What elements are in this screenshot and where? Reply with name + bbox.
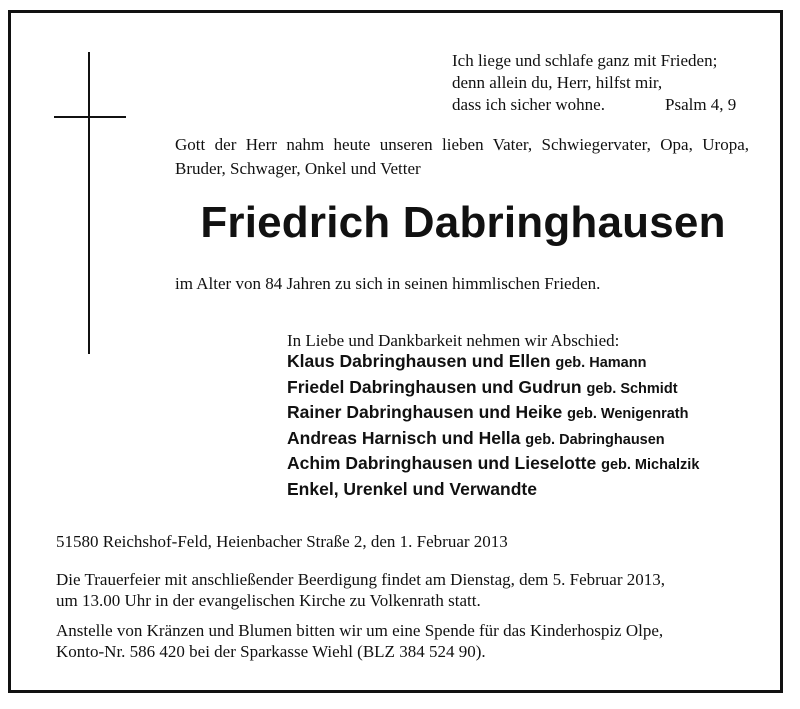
mourners-list: [287, 350, 699, 501]
mourner-entry: [287, 452, 699, 478]
service-line: um 13.00 Uhr in der evangelischen Kirche zu Volkenrath statt.: [56, 591, 481, 610]
donation-line: Konto-Nr. 586 420 bei der Sparkasse Wiehl (BLZ 384 524 90).: [56, 642, 486, 661]
mourner-name: Klaus Dabringhausen und Ellen: [287, 351, 551, 371]
donation-line: Anstelle von Kränzen und Blumen bitten wir um eine Spende für das Kinderhospiz Olpe,: [56, 621, 664, 640]
mourner-entry: [287, 478, 699, 502]
mourner-nee: geb. Hamann: [555, 355, 647, 371]
mourner-name: Rainer Dabringhausen und Heike: [287, 402, 563, 422]
donation-info: [56, 620, 749, 662]
service-line: Die Trauerfeier mit anschließender Beerdigung findet am Dienstag, dem 5. Februar 2013,: [56, 570, 665, 589]
mourner-entry: [287, 376, 699, 402]
mourner-name: Friedel Dabringhausen und Gudrun: [287, 376, 582, 397]
psalm-reference: Psalm 4, 9: [665, 95, 737, 114]
cross-horizontal-bar: [54, 116, 126, 118]
mourner-name: Achim Dabringhausen und Lieselotte: [287, 453, 597, 473]
mourner-entry: [287, 401, 699, 427]
service-info: [56, 569, 749, 611]
farewell-text: In Liebe und Dankbarkeit nehmen wir Abschied:: [287, 331, 620, 350]
mourner-name: Andreas Harnisch und Hella: [287, 427, 521, 448]
mourner-nee: geb. Michalzik: [601, 457, 700, 473]
address-line: 51580 Reichshof-Feld, Heienbacher Straße 2, den 1. Februar 2013: [56, 532, 508, 551]
psalm-line: Ich liege und schlafe ganz mit Frieden;: [452, 51, 718, 70]
psalm-line: denn allein du, Herr, hilfst mir,: [452, 73, 663, 92]
mourner-entry: [287, 350, 699, 376]
psalm-line: dass ich sicher wohne.: [452, 95, 605, 114]
psalm-quote: [452, 50, 737, 116]
intro-text: Gott der Herr nahm heute unseren lieben Vater, Schwiegervater, Opa, Uropa, Bruder, Schwager, Onkel und Vetter: [175, 135, 749, 178]
mourner-entry: [287, 427, 699, 453]
mourner-nee: geb. Dabringhausen: [525, 431, 665, 448]
cross-vertical-bar: [88, 52, 90, 354]
deceased-name: Friedrich Dabringhausen: [200, 198, 726, 247]
mourner-nee: geb. Schmidt: [586, 380, 678, 397]
mourner-name: Enkel, Urenkel und Verwandte: [287, 478, 537, 499]
age-text: im Alter von 84 Jahren zu sich in seinen himmlischen Frieden.: [175, 274, 601, 293]
mourner-nee: geb. Wenigenrath: [567, 406, 689, 422]
